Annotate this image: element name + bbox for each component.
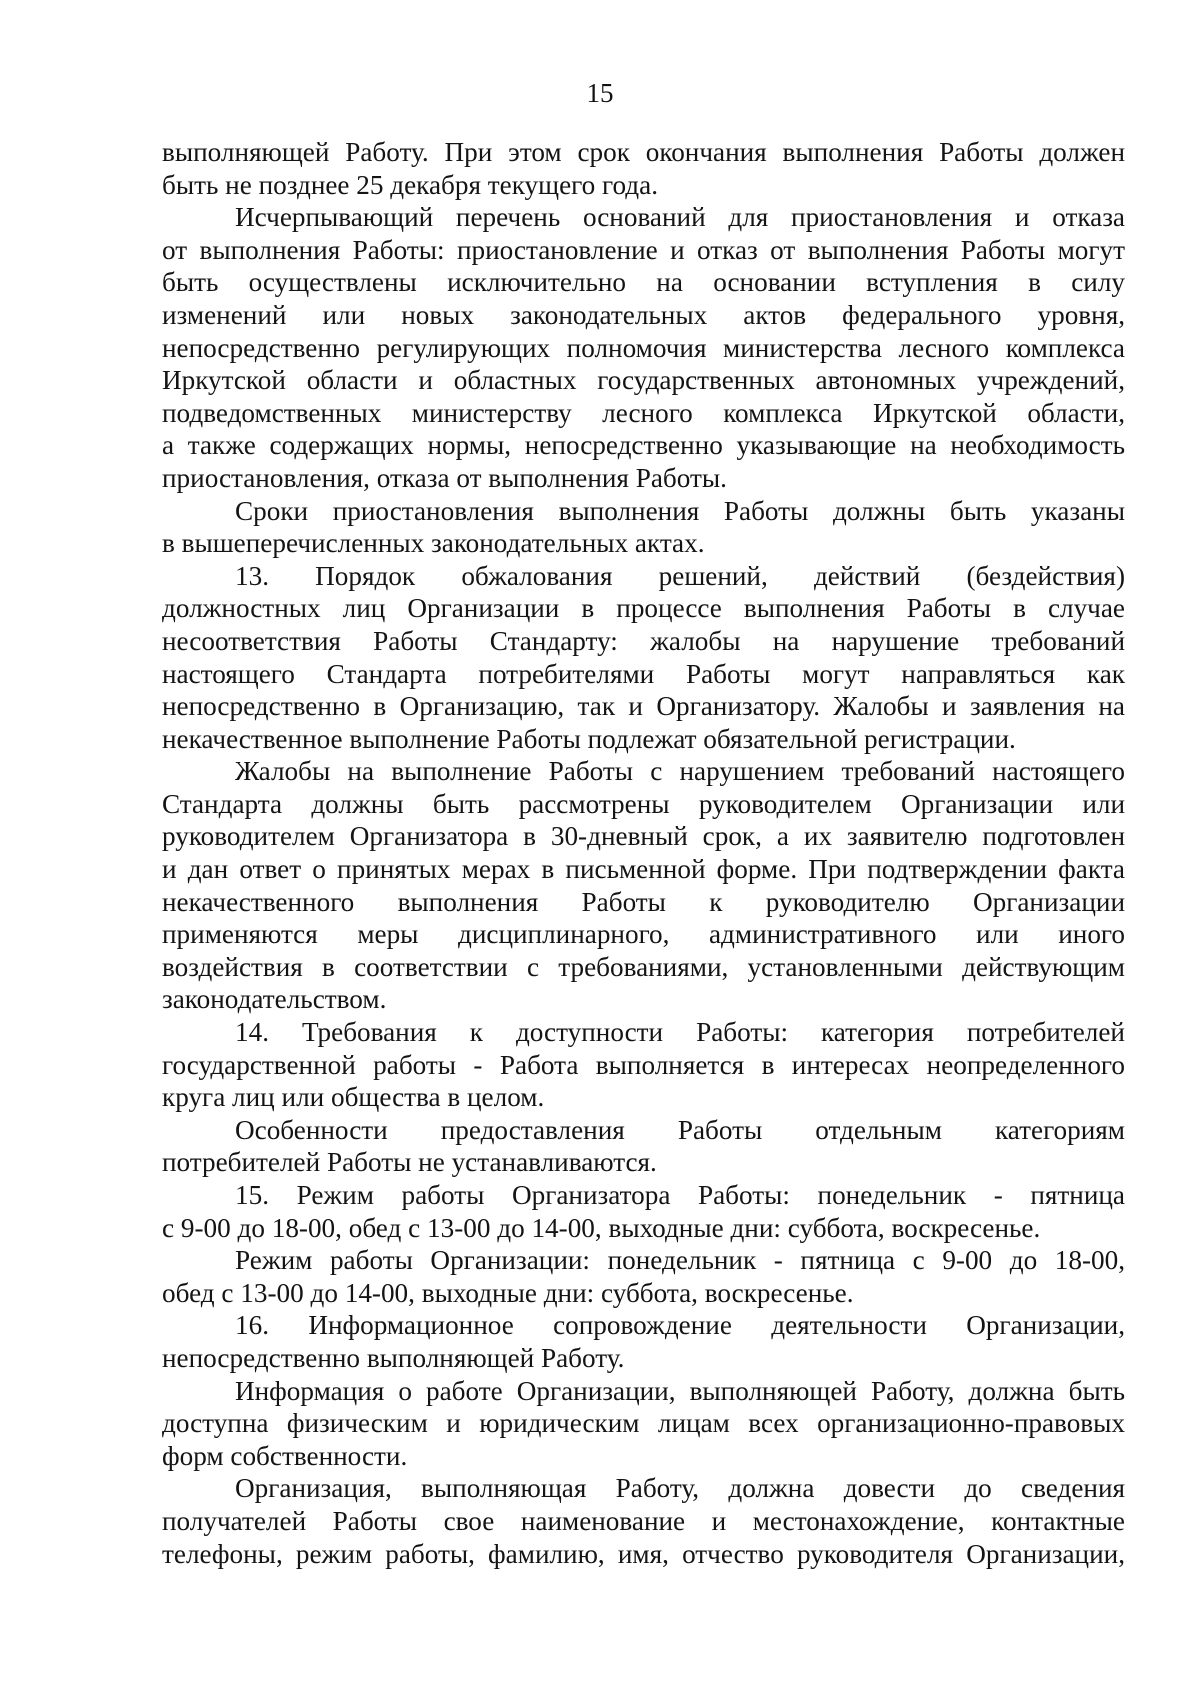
text-line: быть не позднее 25 декабря текущего года. [162, 169, 658, 200]
text-line: некачественного выполнения Работы к руководителю Организации [162, 886, 1125, 917]
text-line: от выполнения Работы: приостановление и отказ от выполнения Работы могут [162, 234, 1125, 265]
text-line: приостановления, отказа от выполнения Работы. [162, 462, 727, 493]
text-line: телефоны, режим работы, фамилию, имя, отчество руководителя Организации, [162, 1538, 1125, 1569]
text-line: 15. Режим работы Организатора Работы: понедельник - пятница [235, 1180, 1125, 1210]
text-line: и дан ответ о принятых мерах в письменной форме. При подтверждении факта [162, 854, 1125, 885]
text-line: Жалобы на выполнение Работы с нарушением требований настоящего [235, 756, 1125, 787]
text-line: Сроки приостановления выполнения Работы должны быть указаны [235, 495, 1125, 526]
text-line: форм собственности. [162, 1440, 408, 1471]
text-line: с 9-00 до 18-00, обед с 13-00 до 14-00, выходные дни: суббота, воскресенье. [162, 1212, 1041, 1243]
text-line: должностных лиц Организации в процессе выполнения Работы в случае [162, 593, 1125, 624]
text-line: Информация о работе Организации, выполняющей Работу, должна быть [235, 1375, 1125, 1406]
text-line: применяются меры дисциплинарного, административного или иного [162, 919, 1125, 950]
text-line: обед с 13-00 до 14-00, выходные дни: суббота, воскресенье. [162, 1277, 854, 1308]
text-line: Стандарта должны быть рассмотрены руководителем Организации или [162, 788, 1125, 819]
text-line: Исчерпывающий перечень оснований для приостановления и отказа [235, 202, 1125, 233]
document-body [162, 136, 1125, 1570]
text-line: получателей Работы свое наименование и местонахождение, контактные [162, 1505, 1125, 1536]
text-line: воздействия в соответствии с требованиями, установленными действующим [162, 951, 1125, 982]
text-line: законодательством. [162, 984, 387, 1015]
text-line: некачественное выполнение Работы подлежат обязательной регистрации. [162, 723, 1016, 754]
text-line: потребителей Работы не устанавливаются. [162, 1147, 657, 1178]
text-line: доступна физическим и юридическим лицам всех организационно-правовых [162, 1408, 1125, 1439]
text-line: быть осуществлены исключительно на основании вступления в силу [162, 267, 1125, 298]
text-line: в вышеперечисленных законодательных актах. [162, 528, 705, 559]
text-line: Иркутской области и областных государственных автономных учреждений, [162, 365, 1125, 396]
text-line: круга лиц или общества в целом. [162, 1082, 545, 1113]
text-line: Особенности предоставления Работы отдельным категориям [235, 1114, 1125, 1145]
text-line: Организация, выполняющая Работу, должна довести до сведения [235, 1473, 1125, 1504]
text-line: а также содержащих нормы, непосредственно указывающие на необходимость [162, 430, 1125, 461]
text-line: 14. Требования к доступности Работы: категория потребителей [235, 1017, 1125, 1048]
text-line: непосредственно регулирующих полномочия министерства лесного комплекса [162, 332, 1125, 363]
text-line: подведомственных министерству лесного комплекса Иркутской области, [162, 397, 1125, 428]
text-line: 16. Информационное сопровождение деятельности Организации, [235, 1310, 1125, 1341]
page-number: 15 [586, 78, 614, 108]
text-line: 13. Порядок обжалования решений, действий (бездействия) [235, 560, 1125, 591]
text-line: настоящего Стандарта потребителями Работы могут направляться как [162, 658, 1125, 689]
text-line: Режим работы Организации: понедельник - пятница с 9-00 до 18-00, [235, 1245, 1125, 1276]
text-line: государственной работы - Работа выполняется в интересах неопределенного [162, 1049, 1125, 1080]
text-line: непосредственно в Организацию, так и Организатору. Жалобы и заявления на [162, 691, 1125, 722]
text-line: руководителем Организатора в 30-дневный срок, а их заявителю подготовлен [162, 821, 1125, 852]
text-line: непосредственно выполняющей Работу. [162, 1342, 625, 1373]
text-line: выполняющей Работу. При этом срок окончания выполнения Работы должен [162, 137, 1125, 167]
text-line: изменений или новых законодательных актов федерального уровня, [162, 299, 1125, 330]
text-line: несоответствия Работы Стандарту: жалобы на нарушение требований [162, 625, 1125, 656]
